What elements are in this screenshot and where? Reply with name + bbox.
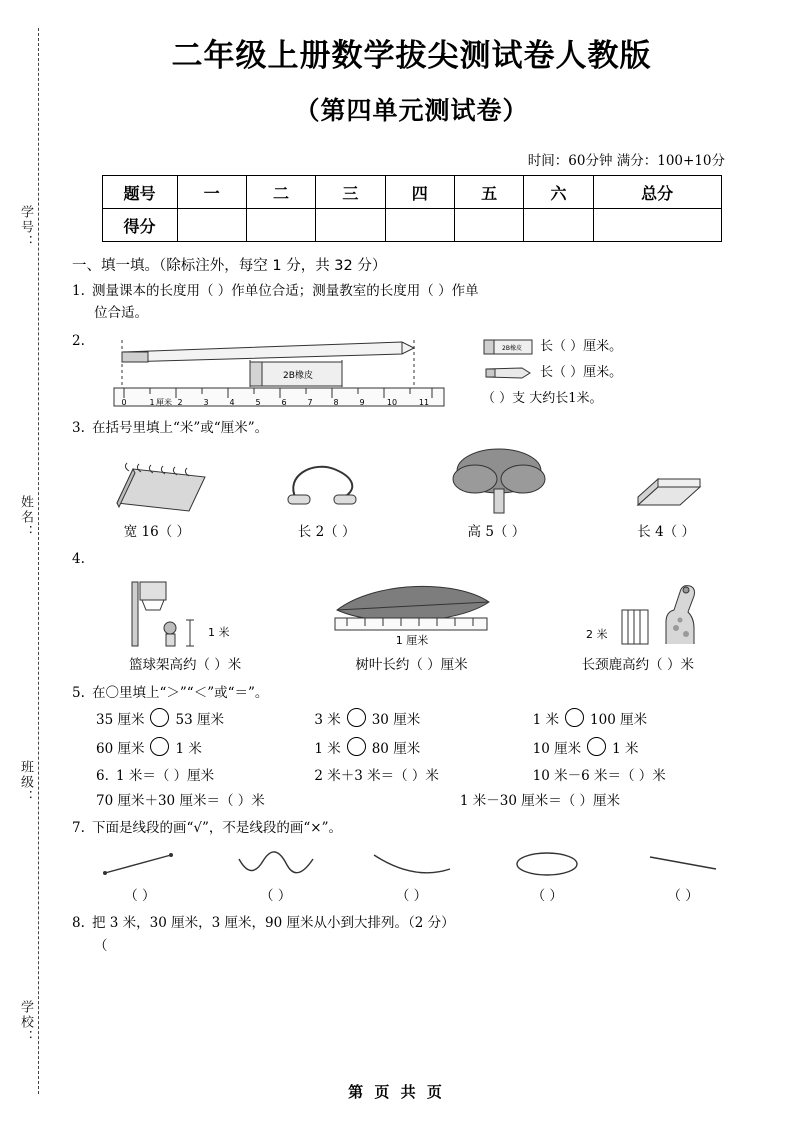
- right-value: 1 米: [612, 741, 639, 758]
- score-header-cell: 四: [385, 176, 454, 209]
- answer-line-2: [482, 360, 622, 386]
- svg-text:2: 2: [177, 397, 183, 407]
- fill-blank-item: 1 米＝（ ）厘米: [116, 768, 215, 785]
- question-8-answer-line[interactable]: （: [94, 937, 108, 954]
- right-value: 1 米: [175, 741, 202, 758]
- question-1: [72, 280, 751, 325]
- question-number: 8.: [72, 915, 85, 932]
- right-value: 80 厘米: [371, 741, 421, 758]
- left-value: 35 厘米: [96, 711, 145, 728]
- question-number: 4.: [72, 551, 85, 568]
- svg-text:厘米: 厘米: [156, 397, 172, 407]
- svg-text:1: 1: [149, 397, 155, 407]
- question-5-pairs: [72, 708, 751, 761]
- question-7-prompt: 下面是线段的画“√”，不是线段的画“×”。: [92, 819, 343, 836]
- giraffe-icon: [570, 576, 720, 650]
- right-value: 100 厘米: [590, 711, 648, 728]
- pencil-ruler-illustration: [102, 330, 472, 412]
- answer-line-3: [482, 386, 622, 412]
- question-number: 2.: [72, 332, 85, 349]
- leaf-ruler-icon: [317, 576, 507, 650]
- caption-4: 长 4（ ）: [637, 523, 695, 540]
- caption-3: 长颈鹿高约（ ）米: [581, 657, 694, 674]
- question-3-illustrations: [72, 445, 751, 517]
- question-3: [72, 417, 751, 544]
- answer-bracket[interactable]: （ ）: [531, 888, 563, 905]
- answer-bracket[interactable]: （ ）: [124, 888, 156, 905]
- question-6-row1: [72, 765, 751, 787]
- svg-text:7: 7: [307, 397, 313, 407]
- compare-circle[interactable]: [347, 737, 366, 756]
- compare-circle[interactable]: [347, 708, 366, 727]
- compare-item: [533, 708, 751, 731]
- svg-text:2B橡皮: 2B橡皮: [283, 370, 313, 381]
- question-2-answers: [482, 330, 622, 412]
- straight-line-icon: [638, 847, 728, 881]
- score-header-cell: 总分: [593, 176, 721, 209]
- page-title: 二年级上册数学拔尖测试卷人教版: [171, 38, 652, 74]
- fill-blank-item: 10 米－6 米＝（ ）米: [532, 768, 666, 785]
- question-number: 6.: [96, 768, 109, 785]
- sidebar-label-student-id: 学号：: [18, 205, 33, 250]
- compare-item: [96, 708, 314, 731]
- score-row-label: 得分: [102, 209, 177, 242]
- answer-text: 长（ ）厘米。: [540, 364, 623, 380]
- score-blank-cell[interactable]: [246, 209, 315, 242]
- question-5-prompt: 在〇里填上“＞”“＜”或“＝”。: [92, 684, 269, 701]
- svg-text:10: 10: [386, 397, 398, 407]
- score-header-cell: 题号: [102, 176, 177, 209]
- svg-text:0: 0: [121, 397, 127, 407]
- question-number: 1.: [72, 283, 85, 299]
- left-value: 1 米: [314, 741, 341, 758]
- question-4-illustrations: [72, 576, 751, 650]
- score-blank-cell[interactable]: [316, 209, 385, 242]
- section-heading: 一、填一填。（除标注外，每空 1 分，共 32 分）: [72, 258, 387, 274]
- label-2-mi: 2 米: [585, 628, 607, 642]
- sidebar-label-class: 班级：: [18, 760, 33, 805]
- score-blank-cell[interactable]: [455, 209, 524, 242]
- sidebar-label-name: 姓名：: [18, 495, 33, 540]
- fill-blank-item: 1 米－30 厘米＝（ ）厘米: [459, 792, 621, 809]
- compare-item: [96, 737, 314, 760]
- notebook-icon: [99, 455, 219, 517]
- score-header-cell: 三: [316, 176, 385, 209]
- question-7-shapes: [72, 843, 751, 885]
- svg-text:11: 11: [418, 397, 430, 407]
- question-7: [72, 817, 751, 908]
- question-6-row2: [72, 790, 751, 812]
- label-1-limi: 1 厘米: [395, 634, 428, 648]
- left-value: 60 厘米: [96, 741, 145, 758]
- score-blank-cell[interactable]: [385, 209, 454, 242]
- fill-blank-item: 2 米＋3 米＝（ ）米: [314, 768, 439, 785]
- svg-text:4: 4: [229, 397, 235, 407]
- compare-item: [533, 737, 751, 760]
- question-4: [72, 548, 751, 677]
- question-1-line1: 测量课本的长度用（ ）作单位合适；测量教室的长度用（ ）作单: [92, 283, 479, 299]
- svg-text:3: 3: [203, 397, 209, 407]
- table-row: [102, 176, 721, 209]
- answer-line-1: [482, 334, 622, 360]
- sidebar-label-school: 学校：: [18, 1000, 33, 1045]
- compare-item: [314, 737, 532, 760]
- question-6: [72, 765, 751, 812]
- left-value: 10 厘米: [532, 741, 582, 758]
- exam-content: [72, 22, 751, 957]
- svg-text:9: 9: [359, 397, 365, 407]
- tree-icon: [439, 445, 559, 517]
- jump-rope-icon: [274, 455, 384, 517]
- eraser-icon: [482, 337, 534, 357]
- question-8-prompt: 把 3 米，30 厘米，3 厘米，90 厘米从小到大排列。（2 分）: [92, 915, 455, 932]
- question-number: 5.: [72, 684, 85, 701]
- right-value: 30 厘米: [371, 711, 421, 728]
- compare-item: [314, 708, 532, 731]
- caption-1: 篮球架高约（ ）米: [129, 657, 242, 674]
- svg-text:5: 5: [255, 397, 261, 407]
- score-blank-cell[interactable]: [177, 209, 246, 242]
- table-row: [102, 209, 721, 242]
- page-subtitle: （第四单元测试卷）: [294, 96, 529, 125]
- svg-text:6: 6: [281, 397, 287, 407]
- page-footer: 第 页 共 页: [348, 1083, 445, 1101]
- compare-circle[interactable]: [150, 708, 169, 727]
- question-3-prompt: 在括号里填上“米”或“厘米”。: [92, 419, 269, 436]
- margin-dashed-line: [38, 28, 39, 1094]
- score-blank-cell[interactable]: [593, 209, 721, 242]
- score-header-cell: 五: [455, 176, 524, 209]
- eraser-icon: [614, 467, 724, 517]
- score-table: [102, 175, 722, 242]
- answer-text: 长（ ）厘米。: [540, 338, 623, 354]
- question-3-captions: [72, 521, 751, 543]
- score-header-cell: 六: [524, 176, 593, 209]
- score-header-cell: 二: [246, 176, 315, 209]
- svg-text:2B橡皮: 2B橡皮: [502, 344, 522, 352]
- label-1-mi: 1 米: [207, 626, 229, 640]
- question-5: [72, 682, 751, 761]
- compare-circle[interactable]: [565, 708, 584, 727]
- answer-bracket[interactable]: （ ）: [260, 888, 292, 905]
- caption-2: 长 2（ ）: [297, 523, 356, 540]
- question-7-brackets: [72, 885, 751, 907]
- question-1-line2: 位合适。: [94, 305, 148, 322]
- exam-meta: 时间：60分钟 满分：100+10分: [527, 153, 725, 169]
- answer-text: （ ）支 大约长1米。: [482, 390, 603, 406]
- segment-shape-icon: [95, 847, 185, 881]
- compare-circle[interactable]: [587, 737, 606, 756]
- wavy-curve-icon: [231, 847, 321, 881]
- answer-bracket[interactable]: （ ）: [395, 888, 428, 905]
- compare-circle[interactable]: [150, 737, 169, 756]
- caption-3: 高 5（ ）: [467, 523, 526, 540]
- question-4-captions: [72, 654, 751, 676]
- question-8: [72, 912, 751, 957]
- caption-1: 宽 16（ ）: [123, 523, 190, 540]
- question-number: 7.: [72, 819, 85, 836]
- left-value: 1 米: [532, 711, 560, 728]
- right-value: 53 厘米: [175, 711, 224, 728]
- basketball-hoop-icon: [104, 576, 254, 650]
- caption-2: 树叶长约（ ）厘米: [355, 657, 468, 674]
- chalk-icon: [482, 364, 534, 382]
- answer-bracket[interactable]: （ ）: [667, 888, 699, 905]
- question-number: 3.: [72, 419, 85, 436]
- left-value: 3 米: [314, 711, 341, 728]
- fill-blank-item: 70 厘米＋30 厘米＝（ ）米: [96, 792, 265, 809]
- score-blank-cell[interactable]: [524, 209, 593, 242]
- score-header-cell: 一: [177, 176, 246, 209]
- curved-line-icon: [366, 847, 456, 881]
- ellipse-shape-icon: [502, 847, 592, 881]
- question-2: [72, 330, 751, 412]
- svg-text:8: 8: [333, 397, 339, 407]
